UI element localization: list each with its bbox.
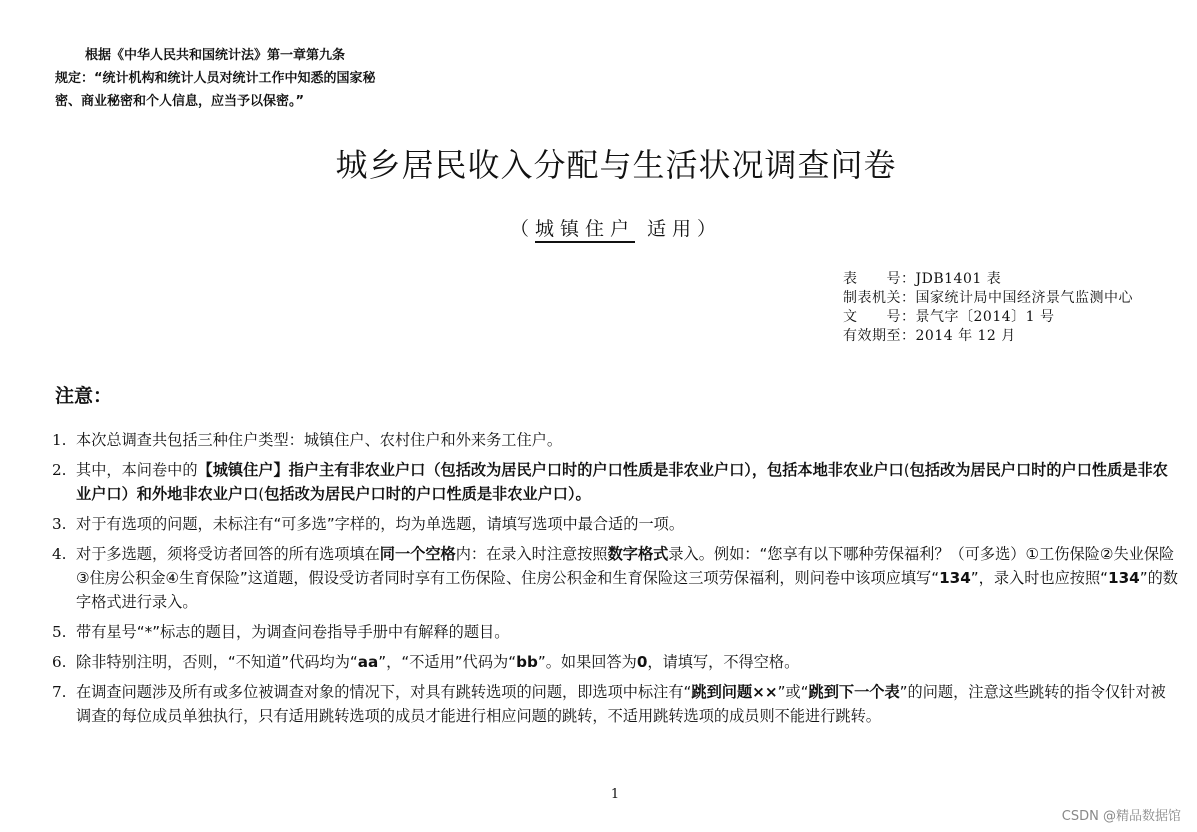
notice-item-text: 对于多选题，须将受访者回答的所有选项填在 (76, 545, 380, 563)
notice-item (52, 680, 1180, 728)
form-meta-label: 文 号： (843, 309, 916, 325)
form-meta-row (843, 327, 1133, 346)
notice-item-text: ”。如果回答为 (537, 653, 637, 671)
page-subtitle (0, 214, 1197, 241)
notice-item-number: 4. (52, 545, 67, 563)
notice-item-text: ”的问题，注意这些跳转的指令仅针对被调查的每位成员单独执行，只有适用跳转选项的成员才能进行相应问题的跳转，不适用跳转选项的成员则不能进行跳转。 (76, 683, 1166, 725)
form-meta-label: 表 号： (843, 271, 916, 287)
form-meta-value: 国家统计局中国经济景气监测中心 (915, 290, 1133, 306)
form-meta-value: 2014 年 12 月 (915, 328, 1016, 344)
form-meta-label: 制表机关： (843, 290, 916, 306)
form-meta-value: JDB1401 表 (915, 271, 1002, 287)
notice-item (52, 650, 1180, 674)
notice-item-text: ”，“不适用”代码为“ (378, 653, 517, 671)
notice-item-emphasis: 0 (636, 653, 648, 671)
subtitle-open-paren: （ (509, 218, 535, 240)
notice-item-text: ”或“ (777, 683, 809, 701)
notice-item-emphasis: 134 (1108, 569, 1140, 587)
notice-item-text: 带有星号“*”标志的题目，为调查问卷指导手册中有解释的题目。 (76, 623, 510, 641)
notice-item-number: 6. (52, 653, 67, 671)
legal-notice-line1: 根据《中华人民共和国统计法》第一章第九条 (85, 48, 346, 63)
notice-item-emphasis: 跳到问题×× (691, 683, 778, 701)
notice-item-emphasis: 同一个空格 (379, 545, 456, 563)
notice-item (52, 620, 1180, 644)
watermark: CSDN @精品数据馆 (1061, 809, 1181, 824)
notice-list (52, 428, 1180, 734)
notice-item-text: 除非特别注明，否则，“不知道”代码均为“ (76, 653, 358, 671)
notice-item (52, 458, 1180, 506)
notice-item-text: ，请填写，不得空格。 (647, 653, 800, 671)
notice-item-number: 2. (52, 461, 67, 479)
notice-item-emphasis: 包括改为居民户口时的户口性质是非农业户口）和外地非农业户口 (76, 461, 1168, 503)
notice-item (52, 428, 1180, 452)
notice-item-text: 对于有选项的问题，未标注有“可多选”字样的，均为单选题，请填写选项中最合适的一项。 (76, 515, 685, 533)
legal-notice-line2: 规定：“统计机构和统计人员对统计工作中知悉的国家秘密、商业秘密和个人信息，应当予以保密。” (55, 71, 376, 109)
notice-item-text: 内：在录入时注意按照 (455, 545, 608, 563)
page-title: 城乡居民收入分配与生活状况调查问卷 (335, 146, 897, 184)
notice-item-emphasis: 134 (939, 569, 971, 587)
notice-item (52, 512, 1180, 536)
notice-item-text: 本次总调查共包括三种住户类型：城镇住户、农村住户和外来务工住户。 (76, 431, 562, 449)
notice-item-emphasis: 数字格式 (607, 545, 669, 563)
notice-item-text: ( (903, 461, 910, 479)
notice-item-text: ( (258, 485, 265, 503)
notice-item-number: 1. (52, 431, 67, 449)
legal-notice (55, 44, 385, 113)
subtitle-applicable: 适用 (647, 218, 698, 240)
form-meta-row (843, 289, 1133, 308)
notice-item-number: 7. (52, 683, 67, 701)
notice-item-emphasis: 跳到下一个表 (808, 683, 900, 701)
form-meta-value: 景气字〔2014〕1 号 (915, 309, 1055, 325)
form-meta-label: 有效期至： (843, 328, 916, 344)
notice-item-number: 3. (52, 515, 67, 533)
notice-item-text: 其中，本问卷中的 (76, 461, 198, 479)
notice-item (52, 542, 1180, 614)
notice-item-text: ”，录入时也应按照“ (970, 569, 1109, 587)
notice-item-text: 在调查问题涉及所有或多位被调查对象的情况下，对具有跳转选项的问题，即选项中标注有“ (76, 683, 692, 701)
page-number: 1 (610, 787, 620, 802)
notice-item-text: 录入。例如：“您享有以下哪种劳保福利？（可多选）①工伤保险②失业保险③住房公积金④生育保险”这道题，假设受访者同时享有工伤保险、住房公积金和生育保险这三项劳保福利，则问卷中该项应填写“ (76, 545, 1175, 587)
form-meta (843, 270, 1133, 346)
notice-heading: 注意： (55, 385, 113, 407)
notice-item-emphasis: aa (357, 653, 379, 671)
subtitle-household-type: 城镇住户 (535, 218, 635, 243)
notice-item-text: ”的数字格式进行录入。 (76, 569, 1178, 611)
form-meta-row (843, 270, 1133, 289)
notice-item-emphasis: bb (516, 653, 538, 671)
notice-item-emphasis: 包括改为居民户口时的户口性质是非农业户口）。 (264, 485, 591, 503)
notice-item-emphasis: 【城镇住户】指户主有非农业户口（包括改为居民户口时的户口性质是非农业户口），包括本地非农业户口 (197, 461, 904, 479)
form-meta-row (843, 308, 1133, 327)
notice-item-number: 5. (52, 623, 67, 641)
subtitle-close-paren: ） (697, 218, 723, 240)
